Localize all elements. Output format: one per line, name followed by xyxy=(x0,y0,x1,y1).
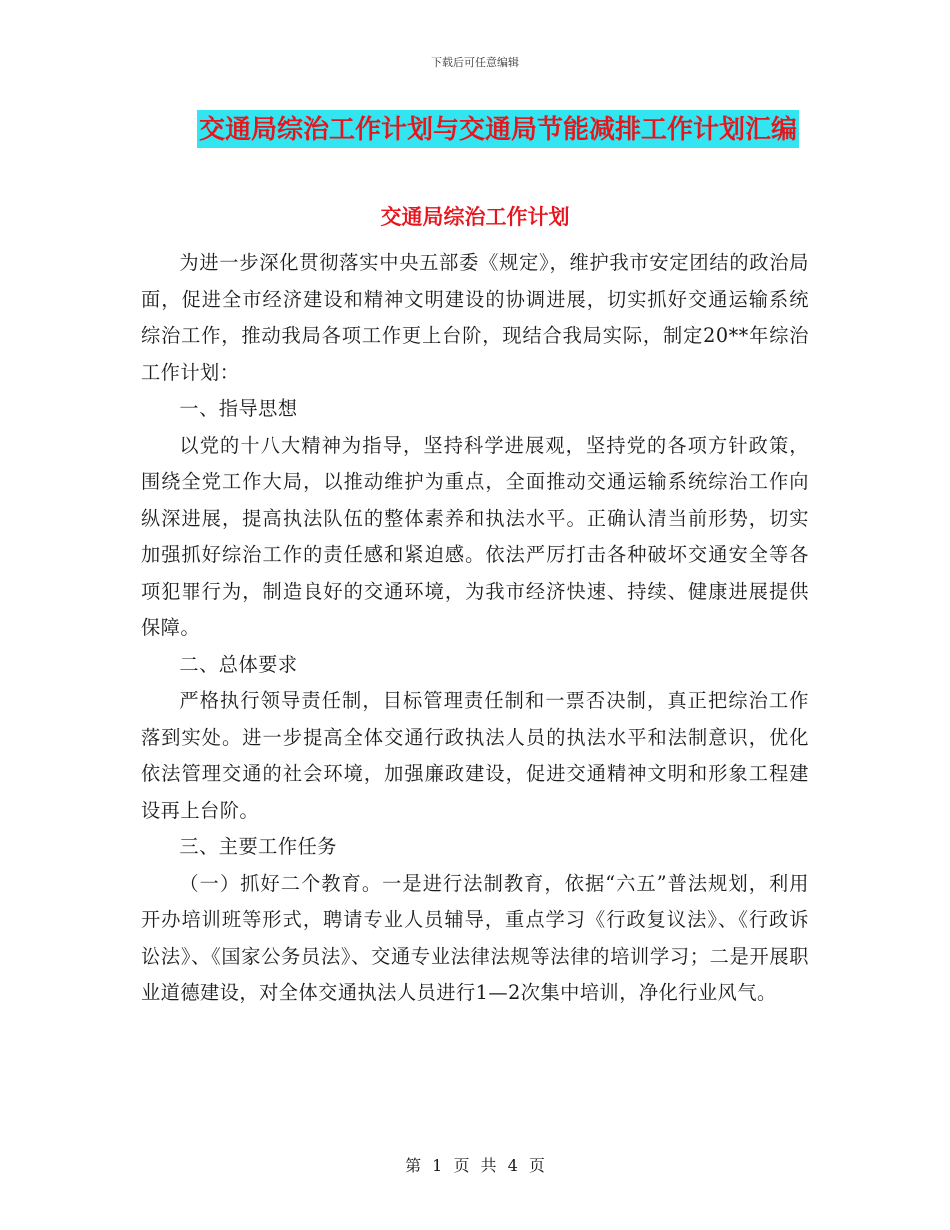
header-note: 下载后可任意编辑 xyxy=(431,56,519,69)
paragraph-task-one: （一）抓好二个教育。一是进行法制教育，依据“六五”普法规划，利用开办培训班等形式，聘请专业人员辅导，重点学习《行政复议法》、《行政诉讼法》、《国家公务员法》、交通专业法律法规等法律的培训学习；二是开展职业道德建设，对全体交通执法人员进行1—2次集中培训，净化行业风气。 xyxy=(141,871,809,1004)
heading-overall-requirements: 二、总体要求 xyxy=(179,652,298,676)
page-number-footer: 第 1 页 共 4 页 xyxy=(405,1156,545,1175)
heading-main-tasks: 三、主要工作任务 xyxy=(179,835,337,858)
paragraph-intro: 为进一步深化贯彻落实中央五部委《规定》，维护我市安定团结的政治局面，促进全市经济建设和精神文明建设的协调进展，切实抓好交通运输系统综治工作，推动我局各项工作更上台阶，现结合我局实际，制定20**年综治工作计划： xyxy=(141,251,809,384)
heading-guiding-thought: 一、指导思想 xyxy=(179,397,298,420)
document-main-title: 交通局综治工作计划与交通局节能减排工作计划汇编 xyxy=(197,110,799,148)
paragraph-overall-requirements: 严格执行领导责任制，目标管理责任制和一票否决制，真正把综治工作落到实处。进一步提高全体交通行政执法人员的执法水平和法制意识，优化依法管理交通的社会环境，加强廉政建设，促进交通精神文明和形象工程建设再上台阶。 xyxy=(141,689,809,822)
document-body xyxy=(141,245,809,1012)
paragraph-guiding-thought: 以党的十八大精神为指导，坚持科学进展观，坚持党的各项方针政策，围绕全党工作大局，以推动维护为重点，全面推动交通运输系统综治工作向纵深进展，提高执法队伍的整体素养和执法水平。正确认清当前形势，切实加强抓好综治工作的责任感和紧迫感。依法严厉打击各种破坏交通安全等各项犯罪行为，制造良好的交通环境，为我市经济快速、持续、健康进展提供保障。 xyxy=(141,433,809,639)
section-title: 交通局综治工作计划 xyxy=(380,205,570,229)
main-title-container xyxy=(0,110,950,148)
